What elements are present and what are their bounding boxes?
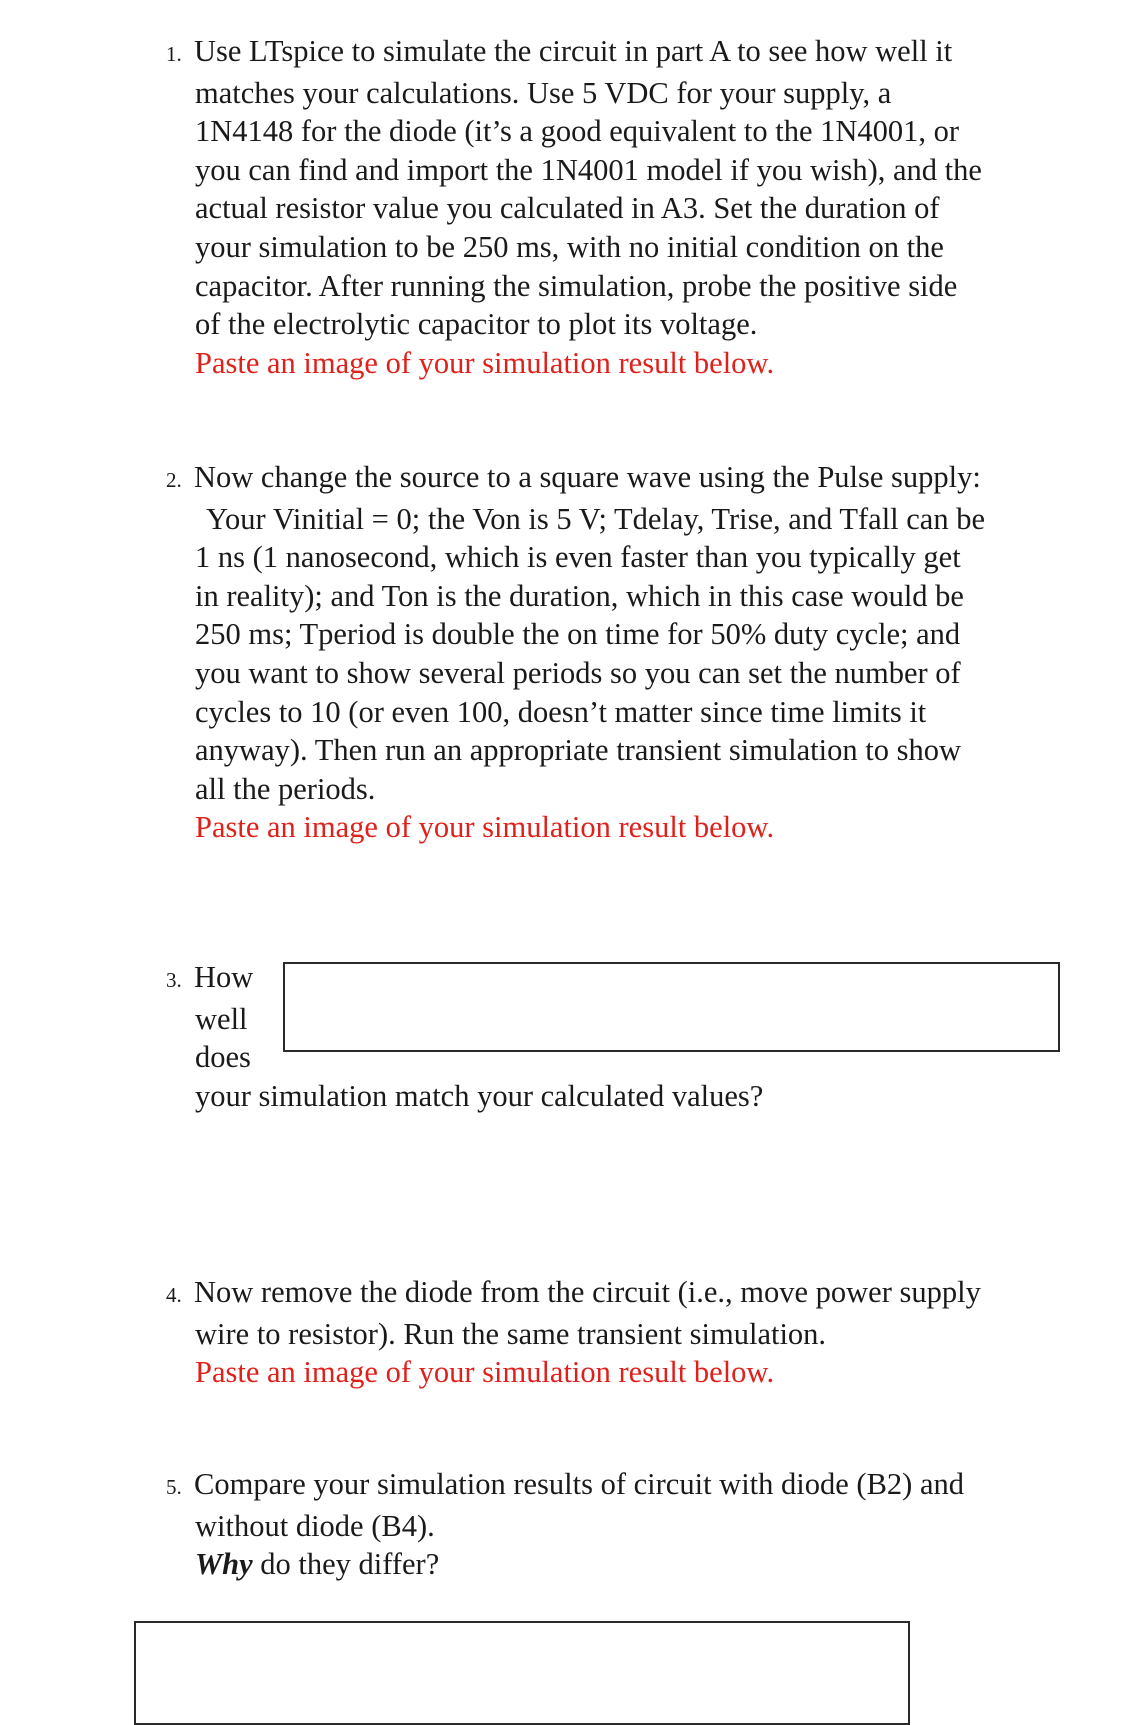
question-3-text-line-1: How: [194, 960, 254, 994]
question-1-text-line-7: capacitor. After running the simulation, probe the positive side: [195, 268, 958, 303]
question-2-text-line-7: cycles to 10 (or even 100, doesn’t matter since time limits it: [195, 694, 927, 729]
question-1-text-line-2: matches your calculations. Use 5 VDC for your supply, a: [195, 75, 892, 110]
question-5-why-rest: do they differ?: [252, 1547, 440, 1582]
question-1-text-line-4: you can find and import the 1N4001 model if you wish), and the: [195, 152, 982, 187]
question-5-why-emphasis: Why: [195, 1547, 253, 1582]
question-2-text-line-8: anyway). Then run an appropriate transient simulation to show: [195, 733, 961, 768]
question-3-text-line-2: well: [195, 1001, 248, 1036]
question-2: [166, 458, 985, 847]
question-4: [166, 1273, 981, 1392]
question-2-text-line-3: 1 ns (1 nanosecond, which is even faster than you typically get: [195, 540, 961, 575]
question-1-text-line-6: your simulation to be 250 ms, with no initial condition on the: [195, 229, 944, 264]
question-2-text-line-5: 250 ms; Tperiod is double the on time for 50% duty cycle; and: [195, 617, 961, 652]
question-1-text-line-3: 1N4148 for the diode (it’s a good equivalent to the 1N4001, or: [195, 114, 960, 149]
question-1-number: 1.: [166, 42, 182, 66]
question-3-text-line-4: your simulation match your calculated values?: [195, 1078, 764, 1113]
question-3-text-line-3: does: [195, 1040, 251, 1075]
question-4-text-line-2: wire to resistor). Run the same transient simulation.: [195, 1316, 827, 1351]
question-4-text-line-1: Now remove the diode from the circuit (i.e., move power supply: [194, 1275, 981, 1309]
question-2-text-line-2: Your Vinitial = 0; the Von is 5 V; Tdelay, Trise, and Tfall can be: [206, 501, 986, 536]
question-1: [166, 32, 982, 382]
question-1-text-line-8: of the electrolytic capacitor to plot its voltage.: [195, 307, 758, 342]
question-4-number: 4.: [166, 1283, 182, 1307]
question-2-number: 2.: [166, 468, 182, 492]
question-5-answer-box[interactable]: [134, 1621, 910, 1725]
question-2-text-line-1: Now change the source to a square wave using the Pulse supply:: [194, 460, 981, 494]
question-2-text-line-6: you want to show several periods so you can set the number of: [195, 655, 961, 690]
question-4-instruction: Paste an image of your simulation result below.: [195, 1355, 775, 1390]
question-5: [166, 1465, 964, 1584]
question-3-number: 3.: [166, 968, 182, 992]
question-2-text-line-9: all the periods.: [195, 771, 376, 806]
question-3-answer-box[interactable]: [283, 962, 1060, 1052]
question-5-text-line-2: without diode (B4).: [195, 1508, 435, 1543]
question-2-text-line-4: in reality); and Ton is the duration, which in this case would be: [195, 578, 964, 613]
question-1-text-line-5: actual resistor value you calculated in A3. Set the duration of: [195, 191, 940, 226]
question-1-text-line-1: Use LTspice to simulate the circuit in part A to see how well it: [194, 34, 953, 68]
question-5-text-line-1: Compare your simulation results of circuit with diode (B2) and: [194, 1467, 964, 1501]
question-2-instruction: Paste an image of your simulation result below.: [195, 810, 775, 845]
question-1-instruction: Paste an image of your simulation result below.: [195, 345, 775, 380]
question-5-number: 5.: [166, 1475, 182, 1499]
